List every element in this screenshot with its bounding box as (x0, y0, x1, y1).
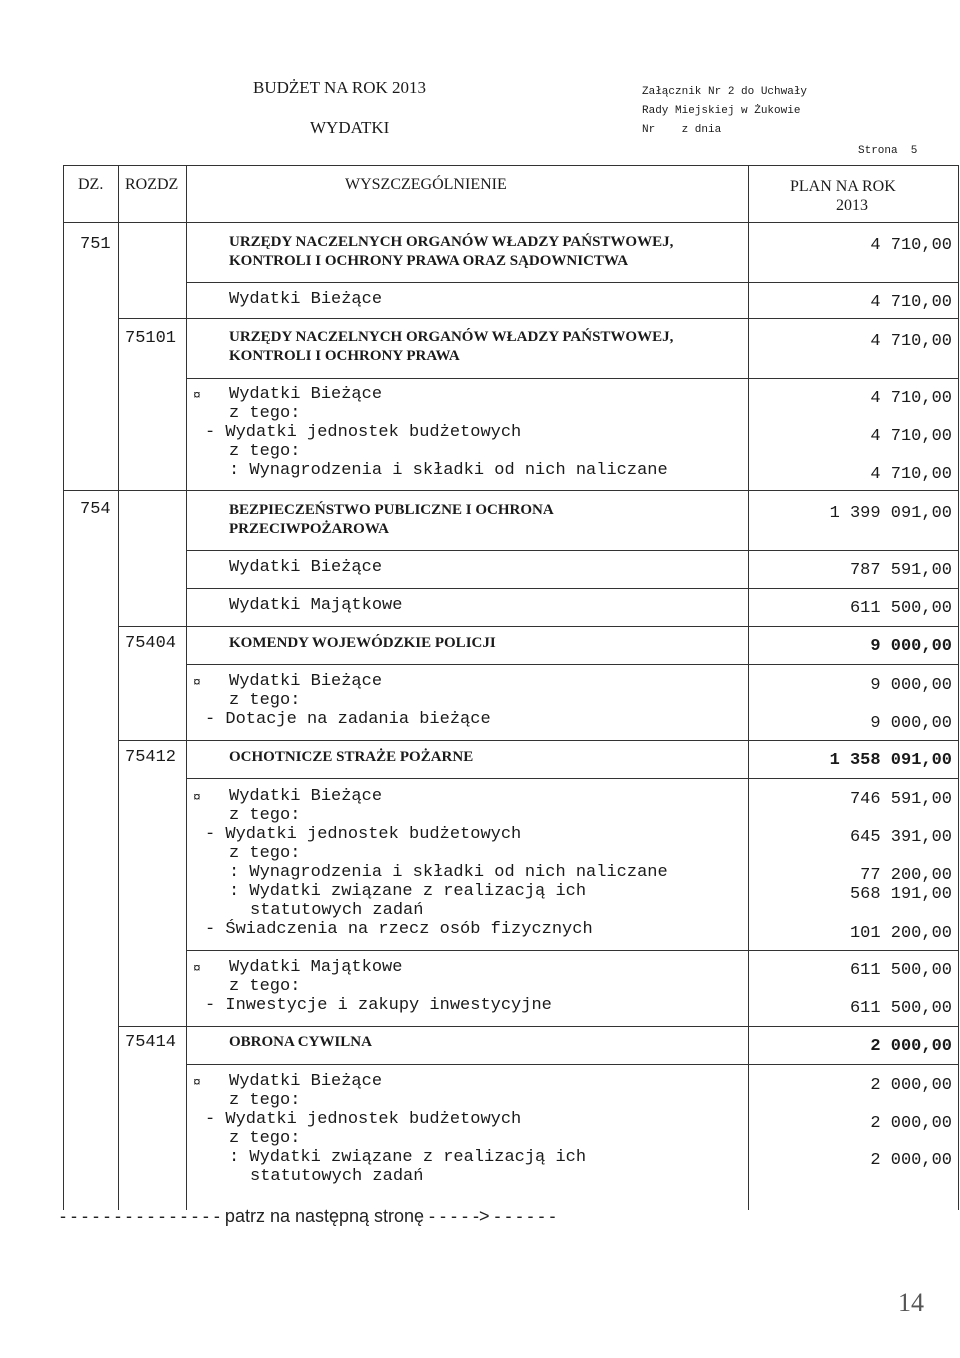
detail-amount: 9 000,00 (870, 714, 952, 733)
detail-amount: 9 000,00 (870, 676, 952, 695)
detail-note: z tego: (229, 1091, 301, 1110)
attachment-line-2: Rady Miejskiej w Żukowie (642, 105, 801, 117)
row-description: OBRONA CYWILNA (229, 1034, 372, 1050)
row-description: KOMENDY WOJEWÓDZKIE POLICJI (229, 635, 496, 651)
page-indicator: Strona 5 (858, 145, 918, 157)
detail-note: z tego: (229, 806, 301, 825)
row-description-line-1: URZĘDY NACZELNYCH ORGANÓW WŁADZY PAŃSTWOWEJ, (229, 234, 674, 250)
detail-label-continued: statutowych zadań (250, 901, 424, 920)
detail-amount: 611 500,00 (849, 999, 952, 1018)
budget-title: BUDŻET NA ROK 2013 (253, 78, 426, 97)
row-description-line-1: BEZPIECZEŃSTWO PUBLICZNE I OCHRONA (229, 502, 554, 518)
attachment-line-3: Nr z dnia (642, 124, 722, 136)
detail-label: Wydatki Majątkowe (229, 958, 403, 977)
bullet-mark: ¤ (193, 790, 201, 805)
row-amount: 1 399 091,00 (829, 504, 952, 523)
chapter-code: 75412 (125, 748, 177, 767)
row-amount: 1 358 091,00 (829, 751, 952, 770)
detail-amount: 2 000,00 (870, 1076, 952, 1095)
detail-label: : Wydatki związane z realizacją ich (229, 1148, 587, 1167)
row-label: Wydatki Bieżące (229, 558, 383, 577)
detail-label-continued: statutowych zadań (250, 1167, 424, 1186)
detail-label: Wydatki Bieżące (229, 1072, 383, 1091)
continued-on-next-page: - - - - - - - - - - - - - - - patrz na następną stronę - - - - -> - - - - - - (60, 1206, 556, 1226)
chapter-code: 75404 (125, 634, 177, 653)
row-amount: 787 591,00 (849, 561, 952, 580)
detail-note: z tego: (229, 1129, 301, 1148)
column-header-description: WYSZCZEGÓLNIENIE (345, 176, 507, 193)
row-description-line-2: KONTROLI I OCHRONY PRAWA ORAZ SĄDOWNICTWA (229, 253, 629, 269)
row-description-line-1: URZĘDY NACZELNYCH ORGANÓW WŁADZY PAŃSTWOWEJ, (229, 329, 674, 345)
detail-amount: 611 500,00 (849, 961, 952, 980)
row-description-line-2: PRZECIWPOŻAROWA (229, 521, 390, 537)
bullet-mark: ¤ (193, 388, 201, 403)
detail-amount: 77 200,00 (860, 866, 952, 885)
bullet-mark: ¤ (193, 1075, 201, 1090)
detail-amount: 2 000,00 (870, 1151, 952, 1170)
detail-amount: 101 200,00 (849, 924, 952, 943)
row-amount: 9 000,00 (870, 637, 952, 656)
detail-amount: 4 710,00 (870, 427, 952, 446)
row-amount: 4 710,00 (870, 236, 952, 255)
detail-label: - Inwestycje i zakupy inwestycyjne (205, 996, 552, 1015)
division-code: 754 (80, 500, 111, 519)
detail-note: z tego: (229, 442, 301, 461)
row-amount: 2 000,00 (870, 1037, 952, 1056)
bullet-mark: ¤ (193, 675, 201, 690)
row-label: Wydatki Bieżące (229, 290, 383, 309)
detail-label: - Wydatki jednostek budżetowych (205, 825, 522, 844)
detail-label: - Świadczenia na rzecz osób fizycznych (205, 920, 593, 939)
chapter-code: 75101 (125, 329, 177, 348)
detail-amount: 2 000,00 (870, 1114, 952, 1133)
bullet-mark: ¤ (193, 961, 201, 976)
detail-label: : Wynagrodzenia i składki od nich naliczane (229, 461, 668, 480)
detail-label: - Wydatki jednostek budżetowych (205, 423, 522, 442)
detail-note: z tego: (229, 404, 301, 423)
page-number: 14 (898, 1288, 924, 1317)
division-code: 751 (80, 235, 111, 254)
detail-amount: 645 391,00 (849, 828, 952, 847)
column-header-plan-year: 2013 (836, 197, 868, 214)
detail-label: Wydatki Bieżące (229, 787, 383, 806)
detail-note: z tego: (229, 691, 301, 710)
detail-amount: 4 710,00 (870, 465, 952, 484)
detail-label: : Wynagrodzenia i składki od nich naliczane (229, 863, 668, 882)
column-header-rozdz: ROZDZ (125, 176, 179, 193)
row-amount: 4 710,00 (870, 332, 952, 351)
detail-amount: 4 710,00 (870, 389, 952, 408)
row-amount: 4 710,00 (870, 293, 952, 312)
detail-label: : Wydatki związane z realizacją ich (229, 882, 587, 901)
detail-note: z tego: (229, 977, 301, 996)
column-header-dz: DZ. (78, 176, 104, 193)
chapter-code: 75414 (125, 1033, 177, 1052)
detail-amount: 568 191,00 (849, 885, 952, 904)
detail-amount: 746 591,00 (849, 790, 952, 809)
detail-label: - Wydatki jednostek budżetowych (205, 1110, 522, 1129)
detail-label: - Dotacje na zadania bieżące (205, 710, 491, 729)
row-label: Wydatki Majątkowe (229, 596, 403, 615)
row-amount: 611 500,00 (849, 599, 952, 618)
detail-note: z tego: (229, 844, 301, 863)
detail-label: Wydatki Bieżące (229, 385, 383, 404)
row-description: OCHOTNICZE STRAŻE POŻARNE (229, 749, 474, 765)
detail-label: Wydatki Bieżące (229, 672, 383, 691)
budget-subtitle: WYDATKI (310, 118, 390, 137)
column-header-plan: PLAN NA ROK (790, 178, 896, 195)
row-description-line-2: KONTROLI I OCHRONY PRAWA (229, 348, 460, 364)
attachment-line-1: Załącznik Nr 2 do Uchwały (642, 86, 808, 98)
